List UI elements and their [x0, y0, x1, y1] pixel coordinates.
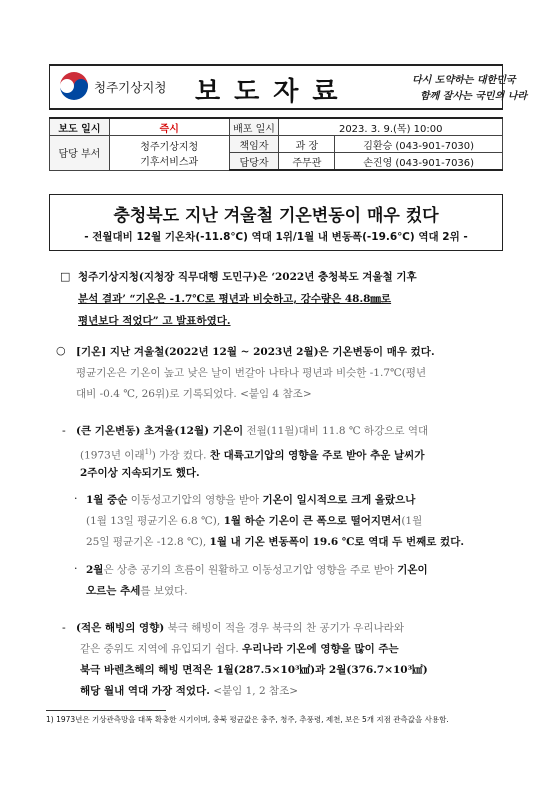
distribution-value: 2023. 3. 9.(목) 10:00 — [279, 118, 503, 136]
footnote-divider — [46, 710, 166, 711]
d2-head: (적은 해빙의 영향) — [76, 622, 165, 634]
staff-label: 담당자 — [229, 153, 279, 171]
d1-line1-rest: 전월(11월)대비 11.8 ℃ 하강으로 역대 — [246, 425, 429, 437]
dot-bullet-icon: · — [74, 492, 78, 505]
manager-contact: 김환승 (043-901-7030) — [335, 136, 503, 153]
footnote-ref: 1) — [144, 448, 152, 456]
dept-label: 담당 부서 — [50, 136, 110, 171]
d2-line1 — [76, 621, 404, 635]
b1-line3-bold: 1월 내 기온 변동폭이 19.6 ℃로 역대 두 번째로 컸다. — [209, 536, 464, 548]
p1-line3-text: 평년보다 적었다” 고 발표하였다. — [78, 315, 231, 327]
manager-label: 책임자 — [229, 136, 279, 153]
government-logo-icon — [56, 68, 92, 104]
d1-line2b: ) 가장 컸다. — [151, 449, 207, 462]
dash-bullet-icon: - — [62, 621, 66, 634]
d1-line2a: (1973년 이래 — [80, 449, 145, 462]
staff-position: 주무관 — [279, 153, 335, 171]
b1-line1 — [86, 493, 415, 507]
circle-bullet-icon: ○ — [56, 344, 66, 357]
d2-line2a: 같은 중위도 지역에 유입되기 쉽다. — [80, 643, 239, 655]
b1-line2b: (1월 — [401, 515, 423, 527]
b2-line2 — [86, 584, 188, 598]
release-value: 즉시 — [109, 118, 229, 136]
dept-line1: 청주기상지청 — [140, 141, 199, 153]
b2-bold1: 2월 — [86, 564, 104, 576]
b2-line1 — [86, 563, 428, 577]
b2-line2-rest: 를 보였다. — [140, 585, 188, 597]
manager-position: 과 장 — [279, 136, 335, 153]
b1-line3a: 25일 평균기온 -12.8 ℃), — [86, 536, 207, 548]
p1-line3 — [78, 314, 231, 328]
footnote: 1) 1973년은 기상관측망을 대폭 확충한 시기이며, 충북 평균값은 충주, 청주, 추풍령, 제천, 보은 5개 지점 관측값을 사용함. — [46, 715, 449, 724]
staff-contact: 손진영 (043-901-7036) — [335, 153, 503, 171]
slogan-line1: 다시 도약하는 대한민국 — [412, 75, 516, 86]
b2-bold2: 기온이 — [397, 564, 428, 576]
d2-line2-bold: 우리나라 기온에 영향을 많이 주는 — [242, 643, 399, 655]
d2-line3: 북극 바렌츠해의 해빙 면적은 1월(287.5×10³㎢)과 2월(376.7×10³㎢) — [80, 664, 428, 676]
dept-line2: 기후서비스과 — [140, 156, 199, 168]
d2-line4 — [80, 684, 298, 698]
s1-head: [기온] — [76, 346, 107, 358]
s1-line2: 평균기온은 기온이 높고 낮은 날이 번갈아 나타나 평년과 비슷한 -1.7℃(평년 — [76, 367, 427, 379]
release-label: 보도 일시 — [50, 118, 110, 136]
b1-line2 — [86, 514, 422, 528]
dash-bullet-icon: - — [62, 424, 66, 437]
b1-bold1: 1월 중순 — [86, 494, 128, 506]
b1-line2a: (1월 13일 평균기온 6.8 ℃), — [86, 515, 221, 527]
distribution-label: 배포 일시 — [229, 118, 279, 136]
square-bullet-icon: □ — [60, 270, 71, 283]
b2-line2-bold: 오르는 추세 — [86, 585, 141, 597]
dot-bullet-icon: · — [74, 562, 78, 575]
b1-mid: 이동성고기압의 영향을 받아 — [130, 494, 260, 506]
slogan-line2: 함께 잘사는 국민의 나라 — [420, 91, 528, 102]
s1-line3: 대비 -0.4 ℃, 26위)로 기록되었다. <붙임 4 참조> — [76, 388, 312, 400]
d2-line1-rest: 북극 해빙이 적을 경우 북극의 찬 공기가 우리나라와 — [167, 622, 404, 634]
p1-line2 — [78, 292, 391, 306]
d1-head: (큰 기온변동) 초겨울(12월) 기온이 — [76, 425, 244, 437]
b1-bold2: 기온이 일시적으로 크게 올랐으나 — [262, 494, 416, 506]
d2-line4-bold: 해당 월내 역대 가장 적었다. — [80, 685, 210, 697]
d2-line4-rest: <붙임 1, 2 참조> — [213, 685, 299, 697]
release-info-table — [49, 117, 503, 171]
d1-line3: 2주이상 지속되기도 했다. — [80, 467, 200, 479]
doc-title: 보도자료 — [195, 77, 352, 107]
subheadline: - 전월대비 12월 기온차(-11.8℃) 역대 1위/1월 내 변동폭(-19.6℃) 역대 2위 - — [84, 231, 468, 243]
d1-line2-bold: 찬 대륙고기압의 영향을 주로 받아 추운 날씨가 — [209, 449, 425, 462]
headline: 충청북도 지난 겨울철 기온변동이 매우 컸다 — [113, 206, 439, 226]
dept-value — [109, 136, 229, 171]
b1-line3 — [86, 535, 464, 549]
org-name: 청주기상지청 — [94, 80, 167, 95]
p1-line1: 청주기상지청(지청장 직무대행 도민구)은 ‘2022년 충청북도 겨울철 기후 — [78, 271, 417, 283]
s1-line1 — [76, 345, 435, 359]
b1-line2-bold: 1월 하순 기온이 큰 폭으로 떨어지면서 — [223, 515, 402, 527]
b2-mid: 은 상층 공기의 흐름이 원활하고 이동성고기압 영향을 주로 받아 — [103, 564, 394, 576]
d2-line2 — [80, 642, 399, 656]
s1-line1-text: 지난 겨울철(2022년 12월 ~ 2023년 2월)은 기온변동이 매우 컸다. — [109, 346, 435, 358]
d1-line1 — [76, 424, 428, 438]
d1-line2 — [80, 445, 424, 463]
p1-line2-text: 분석 결과’ “기온은 -1.7℃로 평년과 비슷하고, 강수량은 48.8㎜로 — [78, 293, 392, 305]
